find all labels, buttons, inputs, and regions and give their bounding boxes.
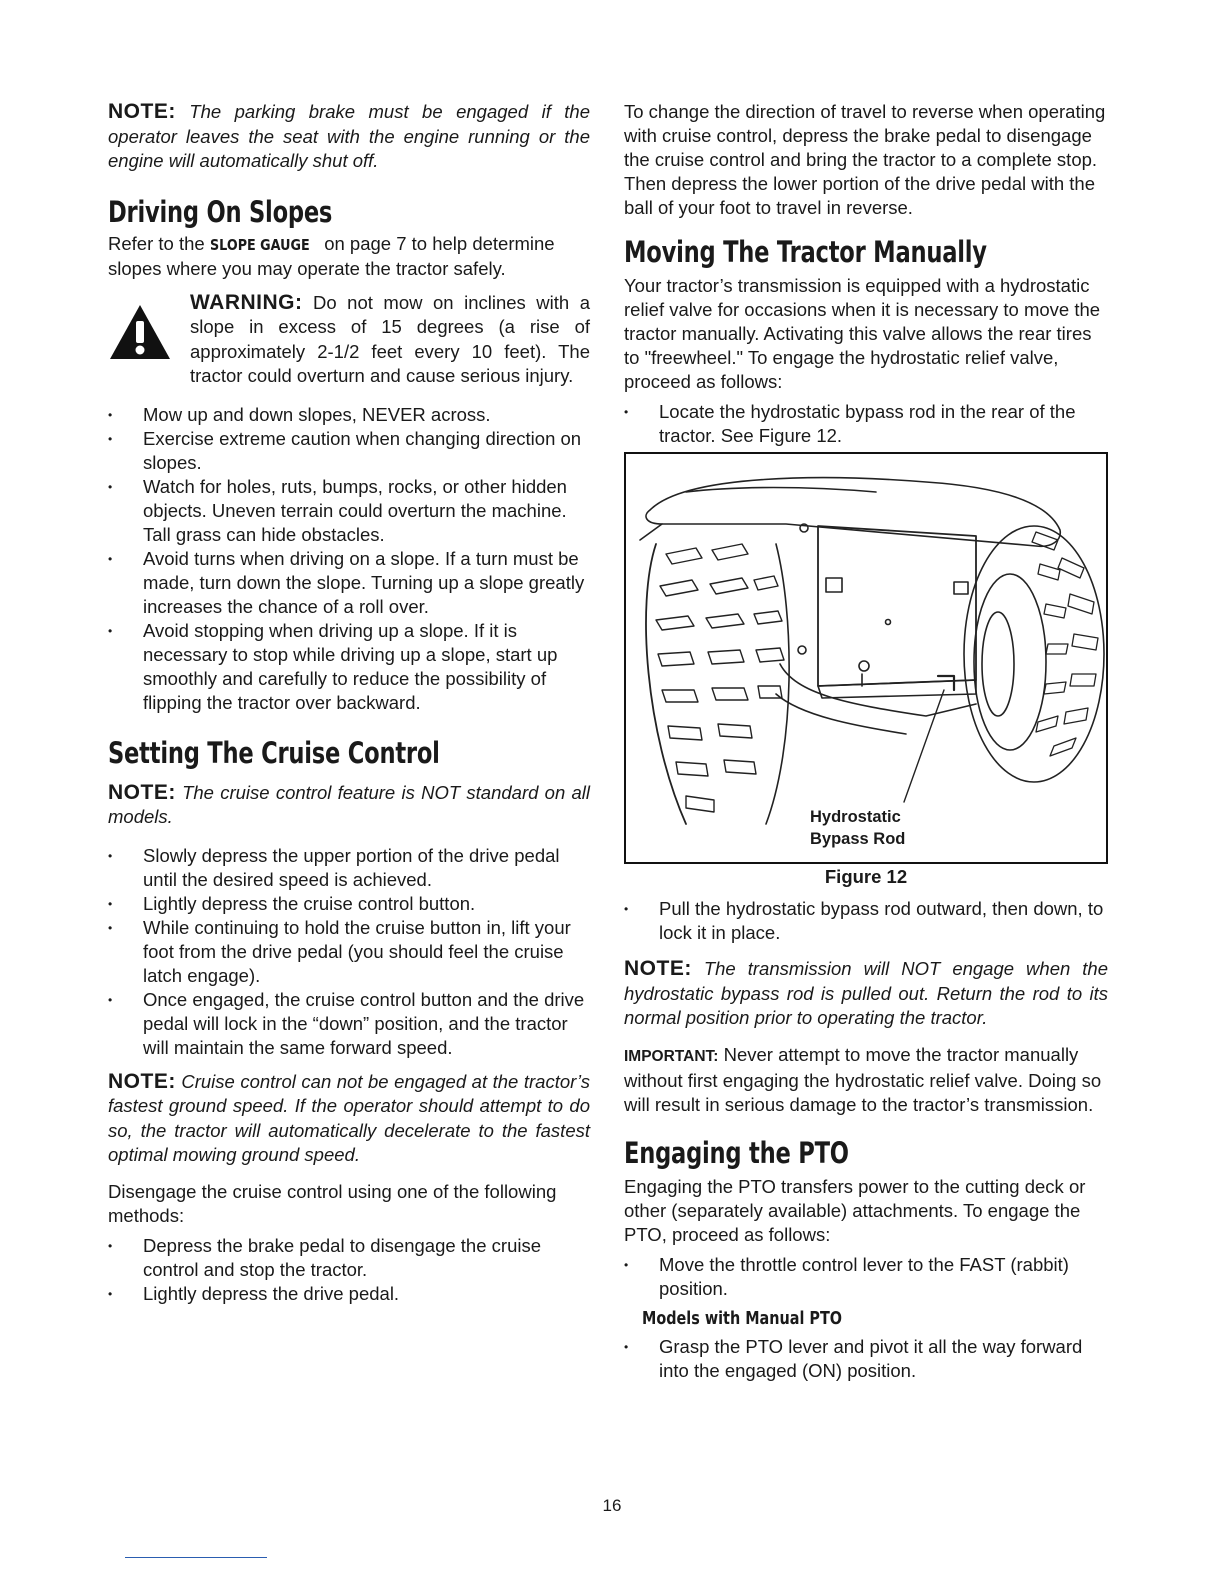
note-label: NOTE: <box>624 957 692 980</box>
callout-line-2: Bypass Rod <box>810 830 906 848</box>
right-column <box>624 100 1108 1383</box>
note-label: NOTE: <box>108 1069 176 1093</box>
warning-text: Do not mow on inclines with a slope in excess of 15 degrees (a rise of approximately 2-1/2 feet every 10 feet). The tractor could overturn and cause serious injury. <box>190 291 590 386</box>
manual-bullet-list-1 <box>624 400 1108 448</box>
cruise-bullet-list <box>108 844 590 1060</box>
list-item: • Lightly depress the cruise control button. <box>108 892 590 916</box>
left-column <box>108 100 590 1306</box>
warning-label: WARNING: <box>190 290 303 314</box>
pto-bullet-list-1 <box>624 1253 1108 1301</box>
important-paragraph <box>624 1043 1108 1117</box>
important-label: IMPORTANT: <box>624 1047 719 1065</box>
hydrostatic-bypass-rod-illustration <box>626 454 1106 862</box>
note-text: The parking brake must be engaged if the operator leaves the seat with the engine running or the engine will automatically shut off. <box>108 101 591 171</box>
note-text: The transmission will NOT engage when the hydrostatic bypass rod is pulled out. Return the rod to its normal position prior to operating the tractor. <box>624 958 1108 1028</box>
important-text: Never attempt to move the tractor manually without first engaging the hydrostatic relief valve. Doing so will result in serious damage to the tractor’s transmission. <box>624 1043 1102 1115</box>
note-label: NOTE: <box>108 780 176 804</box>
figure-callout-label <box>810 806 905 850</box>
subheading-manual-pto: Models with Manual PTO <box>642 1307 843 1329</box>
figure-12-box <box>624 452 1108 864</box>
slopes-intro-post: on page 7 to help determine slopes where you may operate the tractor safely. <box>108 232 555 279</box>
slopes-bullet-list <box>108 403 590 715</box>
heading-cruise-control: Setting The Cruise Control <box>108 735 440 770</box>
slopes-intro <box>108 232 590 281</box>
list-item: • Grasp the PTO lever and pivot it all the way forward into the engaged (ON) position. <box>624 1335 1108 1383</box>
heading-moving-tractor-manually: Moving The Tractor Manually <box>624 235 987 269</box>
footer-rule <box>125 1557 267 1558</box>
page-number: 16 <box>602 1496 622 1515</box>
slopes-intro-pre: Refer to the <box>108 232 205 254</box>
list-item: • Slowly depress the upper portion of the drive pedal until the desired speed is achieved. <box>108 844 590 892</box>
note-cruise-standard <box>108 781 590 830</box>
list-item: • Avoid stopping when driving up a slope. If it is necessary to stop while driving up a slope, start up smoothly and carefully to reduce the possibility of flipping the tractor over backward. <box>108 619 590 715</box>
pto-bullet-list-2 <box>624 1335 1108 1383</box>
warning-triangle-icon <box>108 303 172 366</box>
list-item: • Lightly depress the drive pedal. <box>108 1282 590 1306</box>
list-item: • Mow up and down slopes, NEVER across. <box>108 403 590 427</box>
note-cruise-fastest <box>108 1070 590 1168</box>
disengage-bullet-list <box>108 1234 590 1306</box>
figure-caption: Figure 12 <box>824 866 908 887</box>
list-item: • While continuing to hold the cruise button in, lift your foot from the drive pedal (you should feel the cruise latch engage). <box>108 916 590 988</box>
disengage-intro: Disengage the cruise control using one of the following methods: <box>108 1180 557 1226</box>
heading-driving-on-slopes: Driving On Slopes <box>108 194 333 229</box>
list-item: • Once engaged, the cruise control button and the drive pedal will lock in the “down” position, and the tractor will maintain the same forward speed. <box>108 988 590 1060</box>
reverse-paragraph: To change the direction of travel to reverse when operating with cruise control, depress the brake pedal to disengage the cruise control and bring the tractor to a complete stop. Then depress the lower portion of the drive pedal with the ball of your foot to travel in reverse. <box>624 101 1106 218</box>
list-item: • Locate the hydrostatic bypass rod in the rear of the tractor. See Figure 12. <box>624 400 1108 448</box>
callout-line-1: Hydrostatic <box>810 808 901 826</box>
pto-intro: Engaging the PTO transfers power to the cutting deck or other (separately available) attachments. To engage the PTO, proceed as follows: <box>624 1175 1086 1245</box>
warning-block <box>108 291 590 389</box>
heading-engaging-pto: Engaging the PTO <box>624 1135 849 1170</box>
list-item: • Avoid turns when driving on a slope. If a turn must be made, turn down the slope. Turning up a slope greatly increases the chance of a roll over. <box>108 547 590 619</box>
manual-bullet-list-2 <box>624 897 1108 945</box>
list-item: • Depress the brake pedal to disengage the cruise control and stop the tractor. <box>108 1234 590 1282</box>
note-text: Cruise control can not be engaged at the tractor’s fastest ground speed. If the operator should attempt to do so, the tractor will automatically decelerate to the fastest optimal mowing ground speed. <box>108 1070 590 1165</box>
list-item: • Exercise extreme caution when changing direction on slopes. <box>108 427 590 475</box>
slope-gauge-ref: SLOPE GAUGE <box>209 235 310 254</box>
note-parking-brake <box>108 100 590 174</box>
manual-intro: Your tractor’s transmission is equipped with a hydrostatic relief valve for occasions when it is necessary to move the tractor manually. Activating this valve allows the rear tires to "freewheel." To engage the hydrostatic relief valve, proceed as follows: <box>624 275 1101 392</box>
note-transmission <box>624 957 1108 1031</box>
list-item: • Watch for holes, ruts, bumps, rocks, or other hidden objects. Uneven terrain could overturn the machine. Tall grass can hide obstacles. <box>108 475 590 547</box>
list-item: • Pull the hydrostatic bypass rod outward, then down, to lock it in place. <box>624 897 1108 945</box>
note-text: The cruise control feature is NOT standard on all models. <box>108 781 590 827</box>
note-label: NOTE: <box>108 100 176 123</box>
list-item: • Move the throttle control lever to the FAST (rabbit) position. <box>624 1253 1108 1301</box>
